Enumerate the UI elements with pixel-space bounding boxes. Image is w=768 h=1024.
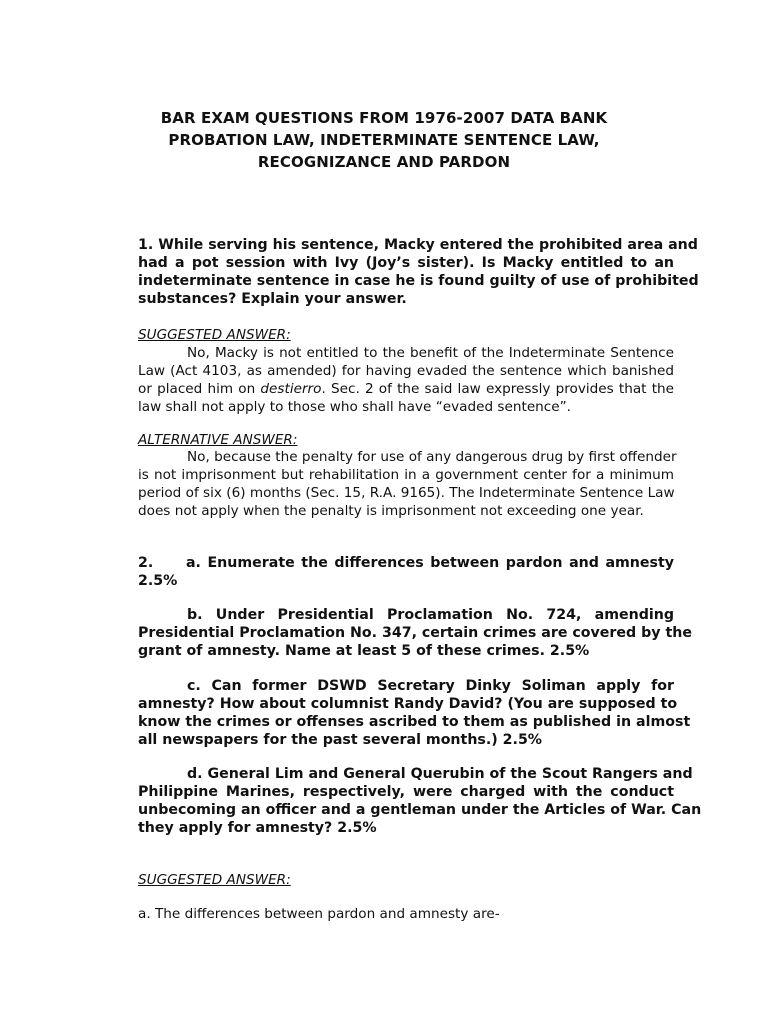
suggested-answer-1 — [138, 344, 674, 416]
alt-answer-line-4: does not apply when the penalty is imprisonment not exceeding one year. — [138, 503, 644, 519]
answer-1-line-4: law shall not apply to those who shall have “evaded sentence”. — [138, 399, 572, 415]
answer-1-line-1: No, Macky is not entitled to the benefit of the Indeterminate Sentence — [187, 345, 674, 361]
alternative-answer-label: ALTERNATIVE ANSWER: — [138, 432, 298, 448]
question-2a-line-1: 2. a. Enumerate the differences between pardon and amnesty — [138, 555, 674, 571]
question-1-line-2: had a pot session with Ivy (Joy’s sister). Is Macky entitled to an — [138, 255, 674, 271]
answer-1-line-3: or placed him on destierro. Sec. 2 of the said law expressly provides that the — [138, 381, 675, 397]
alt-answer-line-2: is not imprisonment but rehabilitation in a government center for a minimum — [138, 467, 674, 483]
question-2a-line-2: 2.5% — [138, 573, 178, 589]
suggested-answer-label-2: SUGGESTED ANSWER: — [138, 872, 291, 888]
document-title — [100, 107, 668, 173]
answer-1-line-2: Law (Act 4103, as amended) for having evaded the sentence which banished — [138, 363, 674, 379]
question-2b — [138, 606, 692, 660]
title-line-3: RECOGNIZANCE AND PARDON — [257, 153, 511, 171]
answer-2-line-1: a. The differences between pardon and amnesty are- — [138, 906, 500, 922]
question-2c — [138, 677, 691, 749]
title-line-2: PROBATION LAW, INDETERMINATE SENTENCE LAW, — [168, 131, 600, 149]
question-2c-line-3: know the crimes or offenses ascribed to them as published in almost — [138, 714, 691, 730]
question-2d — [138, 765, 702, 837]
question-2a — [138, 554, 674, 590]
question-2d-line-2: Philippine Marines, respectively, were charged with the conduct — [138, 784, 674, 800]
question-1 — [138, 236, 699, 308]
alternative-answer-1 — [138, 448, 677, 520]
suggested-answer-2 — [138, 905, 674, 923]
question-1-line-1: 1. While serving his sentence, Macky entered the prohibited area and — [138, 237, 698, 253]
question-2c-line-1: c. Can former DSWD Secretary Dinky Soliman apply for — [187, 678, 674, 694]
title-line-1: BAR EXAM QUESTIONS FROM 1976-2007 DATA BANK — [160, 109, 608, 127]
question-2c-line-2: amnesty? How about columnist Randy David? (You are supposed to — [138, 696, 678, 712]
question-2b-line-1: b. Under Presidential Proclamation No. 724, amending — [187, 607, 674, 623]
question-1-line-4: substances? Explain your answer. — [138, 291, 407, 307]
question-2d-line-4: they apply for amnesty? 2.5% — [138, 820, 377, 836]
question-2d-line-1: d. General Lim and General Querubin of the Scout Rangers and — [187, 766, 693, 782]
question-2b-line-3: grant of amnesty. Name at least 5 of these crimes. 2.5% — [138, 643, 590, 659]
suggested-answer-label: SUGGESTED ANSWER: — [138, 327, 291, 343]
alt-answer-line-1: No, because the penalty for use of any dangerous drug by first offender — [187, 449, 677, 465]
question-2d-line-3: unbecoming an officer and a gentleman under the Articles of War. Can — [138, 802, 702, 818]
question-1-line-3: indeterminate sentence in case he is found guilty of use of prohibited — [138, 273, 699, 289]
question-2b-line-2: Presidential Proclamation No. 347, certain crimes are covered by the — [138, 625, 692, 641]
alt-answer-line-3: period of six (6) months (Sec. 15, R.A. 9165). The Indeterminate Sentence Law — [138, 485, 675, 501]
question-2c-line-4: all newspapers for the past several months.) 2.5% — [138, 732, 543, 748]
